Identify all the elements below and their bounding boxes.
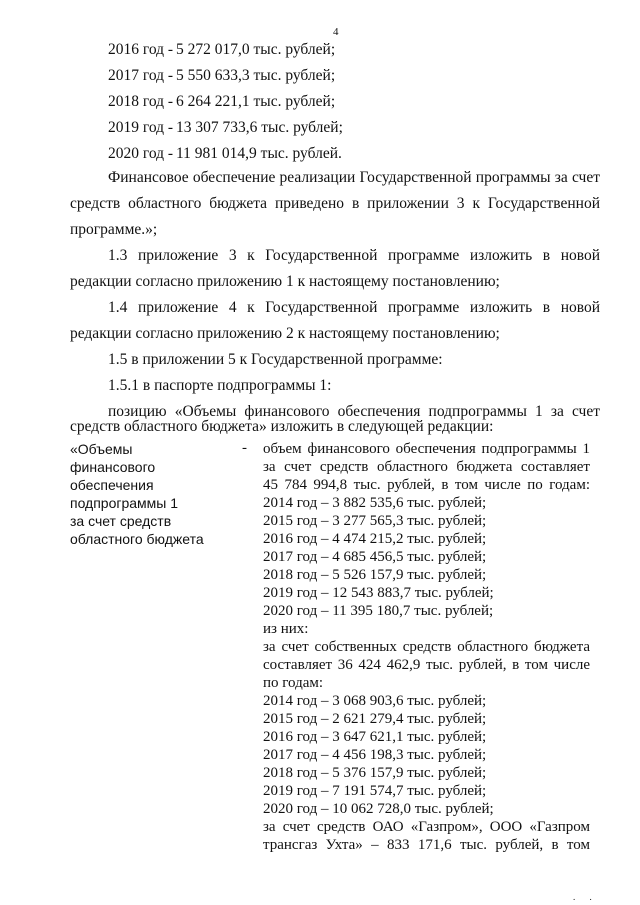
footer-marks: . . (573, 892, 598, 902)
paragraph-line: средств областного бюджета приведено в приложении 3 к Государственной (70, 195, 600, 212)
table-right-line: 2018 год – 5 526 157,9 тыс. рублей; (263, 567, 487, 583)
paragraph-line: позицию «Объемы финансового обеспечения подпрограммы 1 за счет (108, 403, 600, 420)
page-number: 4 (333, 26, 339, 38)
table-right-line: 2015 год – 2 621 279,4 тыс. рублей; (263, 711, 487, 727)
paragraph-line: Финансовое обеспечение реализации Государственной программы за счет (108, 169, 600, 186)
table-left-label: областного бюджета (70, 531, 204, 547)
table-right-line: по годам: (263, 675, 324, 691)
paragraph-line: средств областного бюджета» изложить в следующей редакции: (70, 418, 494, 435)
table-dash: - (242, 440, 247, 456)
year-line: 2018 год - 6 264 221,1 тыс. рублей; (108, 93, 336, 110)
table-right-line: 2017 год – 4 685 456,5 тыс. рублей; (263, 549, 487, 565)
year-line: 2016 год - 5 272 017,0 тыс. рублей; (108, 41, 336, 58)
table-left-label: «Объемы (70, 441, 133, 457)
paragraph-line: 1.5.1 в паспорте подпрограммы 1: (108, 377, 332, 394)
year-line: 2017 год - 5 550 633,3 тыс. рублей; (108, 67, 336, 84)
table-left-label: финансового (70, 459, 156, 475)
paragraph-line: редакции согласно приложению 2 к настоящему постановлению; (70, 325, 500, 342)
table-right-line: 2014 год – 3 882 535,6 тыс. рублей; (263, 495, 487, 511)
table-right-line: составляет 36 424 462,9 тыс. рублей, в том числе (263, 657, 590, 673)
table-right-line: объем финансового обеспечения подпрограммы 1 (263, 441, 590, 457)
table-right-line: 2018 год – 5 376 157,9 тыс. рублей; (263, 765, 487, 781)
table-right-line: за счет средств областного бюджета составляет (263, 459, 590, 475)
table-right-line: из них: (263, 621, 309, 637)
table-left-label: обеспечения (70, 477, 154, 493)
paragraph-line: 1.5 в приложении 5 к Государственной программе: (108, 351, 443, 368)
table-right-line: трансгаз Ухта» – 833 171,6 тыс. рублей, в том (263, 837, 590, 853)
table-left-label: за счет средств (70, 513, 172, 529)
table-right-line: 2019 год – 12 543 883,7 тыс. рублей; (263, 585, 494, 601)
table-right-line: 2015 год – 3 277 565,3 тыс. рублей; (263, 513, 487, 529)
table-right-line: за счет средств ОАО «Газпром», ООО «Газпром (263, 819, 590, 835)
year-line: 2020 год - 11 981 014,9 тыс. рублей. (108, 145, 342, 162)
table-left-label: подпрограммы 1 (70, 495, 179, 511)
paragraph-line: программе.»; (70, 221, 158, 238)
year-line: 2019 год - 13 307 733,6 тыс. рублей; (108, 119, 343, 136)
table-right-line: 2020 год – 11 395 180,7 тыс. рублей; (263, 603, 494, 619)
paragraph-line: 1.4 приложение 4 к Государственной программе изложить в новой (108, 299, 600, 316)
table-right-line: 2020 год – 10 062 728,0 тыс. рублей; (263, 801, 494, 817)
table-right-line: 2016 год – 4 474 215,2 тыс. рублей; (263, 531, 487, 547)
table-right-line: 45 784 994,8 тыс. рублей, в том числе по годам: (263, 477, 590, 493)
table-right-line: 2014 год – 3 068 903,6 тыс. рублей; (263, 693, 487, 709)
paragraph-line: редакции согласно приложению 1 к настоящему постановлению; (70, 273, 500, 290)
paragraph-line: 1.3 приложение 3 к Государственной программе изложить в новой (108, 247, 600, 264)
table-right-line: 2017 год – 4 456 198,3 тыс. рублей; (263, 747, 487, 763)
table-right-line: за счет собственных средств областного бюджета (263, 639, 590, 655)
table-right-line: 2016 год – 3 647 621,1 тыс. рублей; (263, 729, 487, 745)
table-right-line: 2019 год – 7 191 574,7 тыс. рублей; (263, 783, 487, 799)
